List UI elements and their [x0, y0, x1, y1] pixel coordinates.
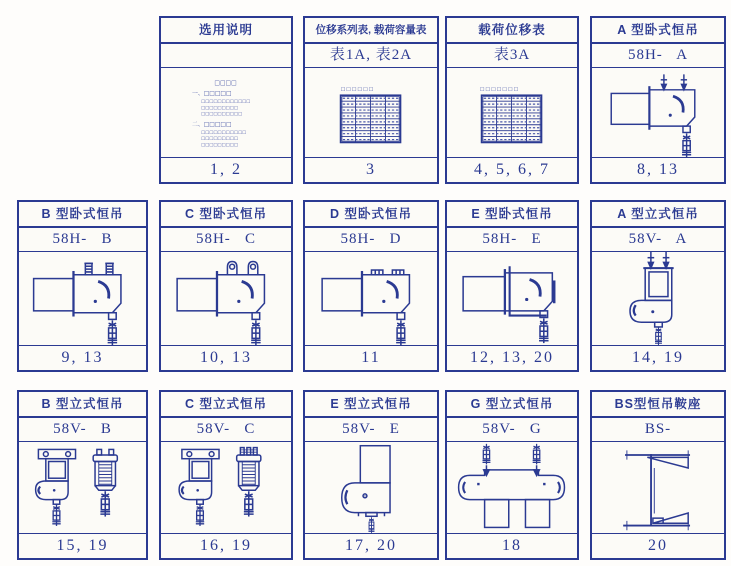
card-pages: 14, 19: [592, 345, 724, 370]
card-model: 58V- G: [447, 418, 577, 442]
hanger-g-vertical-drawing: [447, 442, 577, 533]
card-title: A 型立式恒吊: [592, 202, 724, 228]
card-a-type-horizontal: [590, 16, 726, 184]
card-title: C 型立式恒吊: [161, 392, 291, 418]
card-pages: 3: [305, 157, 437, 182]
svg-text:□□□□□□□□□: □□□□□□□□□: [201, 105, 238, 111]
card-model: 58H- A: [592, 44, 724, 68]
card-title: E 型立式恒吊: [305, 392, 437, 418]
card-a-type-vertical: [590, 200, 726, 372]
card-b-type-vertical: [17, 390, 148, 560]
card-load-displacement-table: [445, 16, 579, 184]
card-title: 载荷位移表: [447, 18, 577, 44]
card-title: 位移系列表, 载荷容量表: [305, 18, 437, 44]
card-model: 表3A: [447, 44, 577, 68]
hanger-e-horizontal-drawing: [447, 252, 577, 345]
bs-saddle-drawing: [592, 442, 724, 533]
card-art: [592, 442, 724, 533]
svg-text:□□□□□□□□□: □□□□□□□□□: [201, 143, 238, 149]
hanger-c-horizontal-drawing: [161, 252, 291, 345]
card-model: 58V- E: [305, 418, 437, 442]
card-art: [305, 68, 437, 157]
card-art: [592, 252, 724, 345]
card-bs-saddle: [590, 390, 726, 560]
card-pages: 4, 5, 6, 7: [447, 157, 577, 182]
card-selection-notes: [159, 16, 293, 184]
card-title: C 型卧式恒吊: [161, 202, 291, 228]
card-c-type-horizontal: [159, 200, 293, 372]
card-displacement-series-table: [303, 16, 439, 184]
hanger-b-horizontal-drawing: [19, 252, 146, 345]
card-model: 58V- A: [592, 228, 724, 252]
card-b-type-horizontal: [17, 200, 148, 372]
card-title: D 型卧式恒吊: [305, 202, 437, 228]
card-g-type-vertical: [445, 390, 579, 560]
card-model: BS-: [592, 418, 724, 442]
card-art: [161, 252, 291, 345]
card-pages: 17, 20: [305, 533, 437, 558]
card-pages: 18: [447, 533, 577, 558]
card-art: [592, 68, 724, 157]
card-pages: 8, 13: [592, 157, 724, 182]
svg-text:□□□□□□□□□□□□: □□□□□□□□□□□□: [201, 99, 251, 105]
hanger-e-vertical-drawing: [305, 442, 437, 533]
card-title: BS型恒吊鞍座: [592, 392, 724, 418]
hanger-a-horizontal-drawing: [592, 68, 724, 157]
card-model: 58V- B: [19, 418, 146, 442]
card-model: 58H- D: [305, 228, 437, 252]
svg-text:□□□□□□□: □□□□□□□: [479, 86, 520, 93]
card-pages: 11: [305, 345, 437, 370]
card-art: [305, 442, 437, 533]
card-art: [447, 252, 577, 345]
card-model: 58H- B: [19, 228, 146, 252]
mini-table-drawing: [305, 68, 437, 157]
card-art: [305, 252, 437, 345]
card-title: 选用说明: [161, 18, 291, 44]
card-model: [161, 44, 291, 68]
card-pages: 15, 19: [19, 533, 146, 558]
card-pages: 20: [592, 533, 724, 558]
svg-text:□□□□□□□□□: □□□□□□□□□: [201, 136, 238, 142]
card-title: B 型立式恒吊: [19, 392, 146, 418]
card-pages: 12, 13, 20: [447, 345, 577, 370]
card-e-type-vertical: [303, 390, 439, 560]
svg-text:□□□□: □□□□: [214, 80, 237, 87]
card-model: 58H- C: [161, 228, 291, 252]
svg-text:□□□□□□: □□□□□□: [340, 86, 375, 93]
card-e-type-horizontal: [445, 200, 579, 372]
card-model: 58H- E: [447, 228, 577, 252]
card-art: [447, 68, 577, 157]
svg-text:二、□□□□□: 二、□□□□□: [191, 122, 232, 129]
card-pages: 10, 13: [161, 345, 291, 370]
card-model: 表1A, 表2A: [305, 44, 437, 68]
card-pages: 9, 13: [19, 345, 146, 370]
card-art: [19, 442, 146, 533]
hanger-a-vertical-drawing: [592, 252, 724, 345]
card-c-type-vertical: [159, 390, 293, 560]
mini-table-drawing: [447, 68, 577, 157]
card-pages: 16, 19: [161, 533, 291, 558]
card-model: 58V- C: [161, 418, 291, 442]
hanger-b-vertical-drawing: [19, 442, 146, 533]
svg-text:□□□□□□□□□□: □□□□□□□□□□: [201, 112, 243, 118]
card-d-type-horizontal: [303, 200, 439, 372]
hanger-d-horizontal-drawing: [305, 252, 437, 345]
notes-placeholder-text: [161, 68, 291, 157]
card-pages: 1, 2: [161, 157, 291, 182]
svg-text:□□□□□□□□□□□: □□□□□□□□□□□: [201, 130, 247, 136]
card-title: E 型卧式恒吊: [447, 202, 577, 228]
card-title: A 型卧式恒吊: [592, 18, 724, 44]
card-art: [447, 442, 577, 533]
svg-text:一、□□□□□: 一、□□□□□: [191, 91, 232, 98]
card-title: G 型立式恒吊: [447, 392, 577, 418]
hanger-c-vertical-drawing: [161, 442, 291, 533]
card-art: [19, 252, 146, 345]
card-art: [161, 68, 291, 157]
card-art: [161, 442, 291, 533]
card-title: B 型卧式恒吊: [19, 202, 146, 228]
